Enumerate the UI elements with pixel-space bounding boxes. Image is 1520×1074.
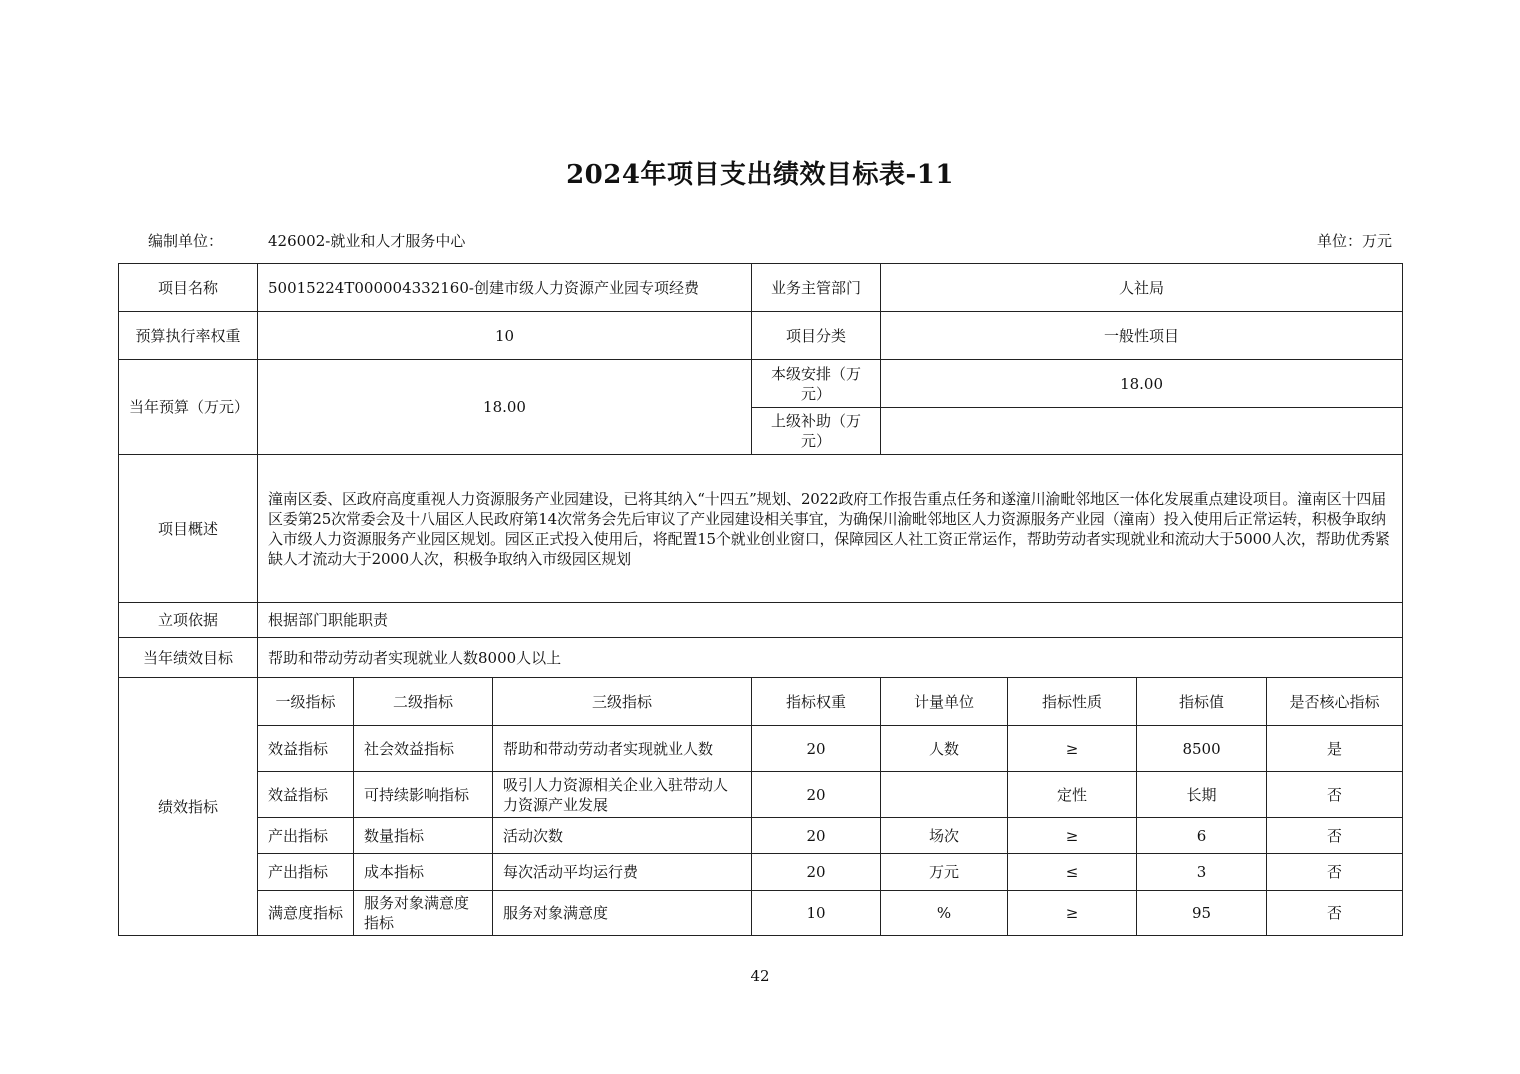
indicator-unit (881, 772, 1008, 818)
weight-value: 10 (258, 312, 752, 360)
indicator-weight: 20 (752, 772, 881, 818)
header-unit: 计量单位 (881, 678, 1008, 726)
unit-value: 426002-就业和人才服务中心 (268, 232, 466, 250)
indicator-value: 3 (1137, 854, 1267, 891)
currency-label: 单位：万元 (1316, 232, 1392, 250)
indicator-header-row (119, 678, 1403, 726)
indicator-row (119, 726, 1403, 772)
indicator-nature: ≥ (1008, 818, 1137, 854)
indicator-core: 否 (1267, 891, 1403, 936)
goal-value: 帮助和带动劳动者实现就业人数8000人以上 (258, 638, 1403, 678)
row-project-name (119, 264, 1403, 312)
indicator-level2: 服务对象满意度指标 (354, 891, 493, 936)
local-label: 本级安排（万元） (752, 360, 881, 408)
indicator-level3: 每次活动平均运行费 (493, 854, 752, 891)
indicator-unit: 人数 (881, 726, 1008, 772)
indicator-row (119, 818, 1403, 854)
indicator-weight: 20 (752, 818, 881, 854)
indicator-level3: 吸引人力资源相关企业入驻带动人力资源产业发展 (493, 772, 752, 818)
indicator-unit: 场次 (881, 818, 1008, 854)
indicator-value: 8500 (1137, 726, 1267, 772)
indicator-core: 否 (1267, 854, 1403, 891)
basis-label: 立项依据 (119, 603, 258, 638)
indicator-weight: 20 (752, 854, 881, 891)
indicator-value: 6 (1137, 818, 1267, 854)
indicator-unit: % (881, 891, 1008, 936)
indicator-row (119, 891, 1403, 936)
indicator-row (119, 772, 1403, 818)
header-level2: 二级指标 (354, 678, 493, 726)
indicator-core: 是 (1267, 726, 1403, 772)
header-nature: 指标性质 (1008, 678, 1137, 726)
indicator-weight: 10 (752, 891, 881, 936)
indicator-level1: 产出指标 (258, 818, 354, 854)
indicator-core: 否 (1267, 818, 1403, 854)
dept-label: 业务主管部门 (752, 264, 881, 312)
row-basis (119, 603, 1403, 638)
dept-value: 人社局 (881, 264, 1403, 312)
performance-table (118, 263, 1403, 936)
header-core: 是否核心指标 (1267, 678, 1403, 726)
category-label: 项目分类 (752, 312, 881, 360)
budget-value: 18.00 (258, 360, 752, 455)
indicator-level1: 满意度指标 (258, 891, 354, 936)
goal-label: 当年绩效目标 (119, 638, 258, 678)
row-overview (119, 455, 1403, 603)
overview-label: 项目概述 (119, 455, 258, 603)
header-level3: 三级指标 (493, 678, 752, 726)
indicator-level3: 活动次数 (493, 818, 752, 854)
indicator-level1: 效益指标 (258, 726, 354, 772)
basis-value: 根据部门职能职责 (258, 603, 1403, 638)
header-weight: 指标权重 (752, 678, 881, 726)
indicator-level2: 社会效益指标 (354, 726, 493, 772)
category-value: 一般性项目 (881, 312, 1403, 360)
project-name-value: 50015224T000004332160-创建市级人力资源产业园专项经费 (258, 264, 752, 312)
indicator-row (119, 854, 1403, 891)
budget-label: 当年预算（万元） (119, 360, 258, 455)
project-name-label: 项目名称 (119, 264, 258, 312)
subsidy-label: 上级补助（万元） (752, 408, 881, 455)
header-value: 指标值 (1137, 678, 1267, 726)
indicator-weight: 20 (752, 726, 881, 772)
indicator-nature: ≥ (1008, 726, 1137, 772)
indicator-nature: ≥ (1008, 891, 1137, 936)
weight-label: 预算执行率权重 (119, 312, 258, 360)
subsidy-value (881, 408, 1403, 455)
overview-text: 潼南区委、区政府高度重视人力资源服务产业园建设，已将其纳入“十四五”规划、2022政府工作报告重点任务和遂潼川渝毗邻地区一体化发展重点建设项目。潼南区十四届区委第25次常委会及十八届区人民政府第14次常务会先后审议了产业园建设相关事宜，为确保川渝毗邻地区人力资源服务产业园（潼南）投入使用后正常运转，积极争取纳入市级人力资源服务产业园区规划。园区正式投入使用后，将配置15个就业创业窗口，保障园区人社工资正常运作，帮助劳动者实现就业和流动大于5000人次，帮助优秀紧缺人才流动大于2000人次，积极争取纳入市级园区规划 (258, 455, 1403, 603)
header-level1: 一级指标 (258, 678, 354, 726)
indicator-level2: 可持续影响指标 (354, 772, 493, 818)
indicators-section-label: 绩效指标 (119, 678, 258, 936)
indicator-level1: 效益指标 (258, 772, 354, 818)
page-number: 42 (750, 967, 770, 985)
indicator-level2: 成本指标 (354, 854, 493, 891)
indicator-level3: 帮助和带动劳动者实现就业人数 (493, 726, 752, 772)
page-title: 2024年项目支出绩效目标表-11 (566, 160, 954, 190)
indicator-level1: 产出指标 (258, 854, 354, 891)
indicator-unit: 万元 (881, 854, 1008, 891)
unit-label: 编制单位： (148, 232, 224, 250)
indicator-level2: 数量指标 (354, 818, 493, 854)
indicator-level3: 服务对象满意度 (493, 891, 752, 936)
indicator-nature: 定性 (1008, 772, 1137, 818)
indicator-nature: ≤ (1008, 854, 1137, 891)
indicator-core: 否 (1267, 772, 1403, 818)
local-value: 18.00 (881, 360, 1403, 408)
indicator-value: 长期 (1137, 772, 1267, 818)
indicator-value: 95 (1137, 891, 1267, 936)
row-budget (119, 360, 1403, 408)
row-goal (119, 638, 1403, 678)
row-weight (119, 312, 1403, 360)
